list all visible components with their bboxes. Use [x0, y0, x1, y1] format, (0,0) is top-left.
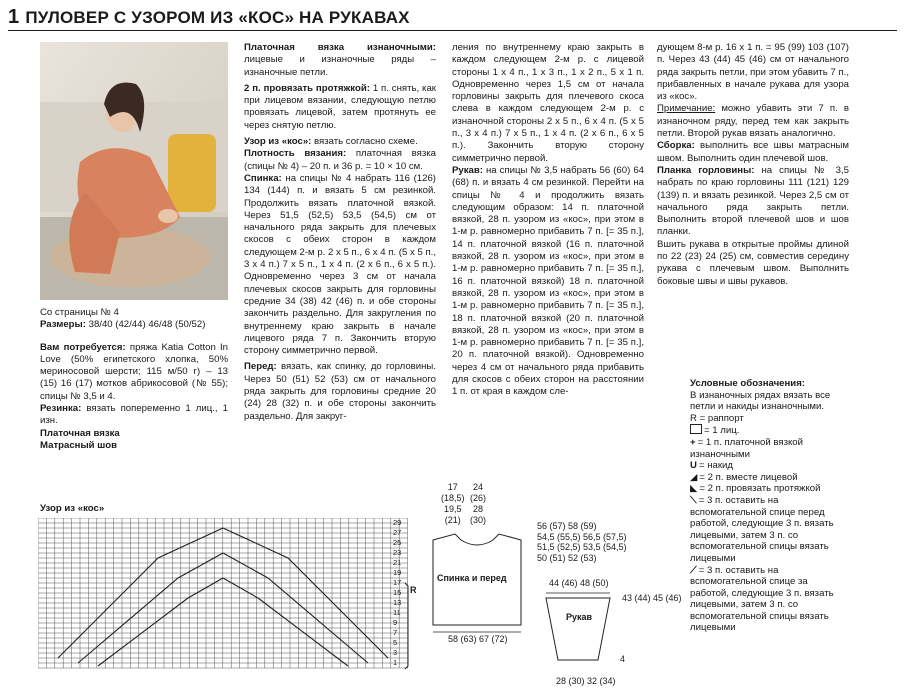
- cable-front-icon: ⟍: [690, 494, 697, 506]
- chart-row-number: 13: [393, 598, 402, 607]
- sleeve-dim-length: 43 (44) 45 (46): [622, 593, 682, 603]
- sizes-label: Размеры:: [40, 319, 86, 331]
- back-text: на спицы № 4 набрать 116 (126) 134 (144) п. и вязать 5 см резинкой. Продолжить вязать платочной вязкой. Через 51,5 (52,5) 53,5 (54,5) см от начального ряда закрыть для плечевых скосов с обеих сторон в каждом следующем 2-м р. 2 х 5 п., 6 х 4 п. (5 х 5 п., 3 х 4 п.) 7 х 5 п., 1 х 4 п. (2 х 6 п., 6 х 5 п.). Одновременно через 3 см от начала плечевых скосов закрыть для горловины средние 34 (38) 42 (46) п. и обе стороны закончить раздельно. Для закругления по внутреннему краю закрыть в начале лицевого ряда 7 п. Закончить вторую сторону симметрично первой.: [244, 172, 436, 357]
- intro-column: [40, 307, 228, 452]
- k2tog-icon: ◢: [690, 471, 698, 483]
- front-label: Перед:: [244, 361, 277, 373]
- sleeve-continued: дующем 8-м р. 16 х 1 п. = 95 (99) 103 (107) п. Через 43 (44) 45 (46) см от начального ряда закрыть петли, при этом убавить 7 п., прибавленных в начале рукава для узора из «кос».: [657, 42, 849, 103]
- gauge-text: платочная вязка (спицы № 4) – 20 п. и 36 р. = 10 × 10 см.: [244, 148, 436, 172]
- cable-text: вязать согласно схеме.: [311, 136, 418, 148]
- garter-text: лицевые и изнаночные ряды – изнаночные петли.: [244, 54, 436, 78]
- gauge-label: Плотность вязания:: [244, 148, 347, 160]
- article-title: [8, 6, 410, 29]
- legend-knit: = 1 лиц.: [704, 425, 740, 437]
- purl-symbol-icon: +: [690, 436, 696, 448]
- materials-label: Вам потребуется:: [40, 341, 126, 353]
- body-label: Спинка и перед: [437, 573, 507, 583]
- sizes-value: 38/40 (42/44) 46/48 (50/52): [85, 319, 206, 331]
- rib-value: вязать попеременно 1 лиц., 1 изн.: [40, 403, 228, 427]
- chart-row-number: 5: [393, 638, 398, 647]
- chart-repeat-label: R: [410, 585, 417, 595]
- chart-row-number: 3: [393, 648, 398, 657]
- ssk-icon: ◣: [690, 483, 698, 495]
- garter-label: Платочная вязка изнаночными:: [244, 42, 436, 53]
- neckband-text: на спицы № 3,5 набрать по краю горловины 111 (121) 129 (139) п. и вязать резинкой. Через 2,5 см от начального ряда закрыть петли. Выполнить второй плечевой шов и шов планки.: [657, 164, 849, 238]
- knit-symbol-icon: [690, 424, 702, 434]
- body-dim-right: 56 (57) 58 (59) 54,5 (55,5) 56,5 (57,5) 51,5 (52,5) 53,5 (54,5) 50 (51) 52 (53): [537, 521, 627, 563]
- sleeve-dim-bottom: 28 (30) 32 (34): [556, 676, 616, 686]
- twist-text: 1 п. снять, как при лицевом вязании, следующую петлю провязать лицевой, затем протянуть ее через снятую петлю.: [244, 82, 436, 131]
- finishing-text: Вшить рукава в открытые проймы длиной по 22 (23) 24 (25) см, совместив середину рукава с плечевым швом. Выполнить боковые швы и швы рукавов.: [657, 238, 849, 287]
- cable-label: Узор из «кос»:: [244, 136, 312, 148]
- materials-value: пряжа Katia Cotton In Love (50% египетского хлопка, 50% мериносовой шерсти; 115 м/50 г) – 13 (15) 16 (17) мотков абрикосовой (№ 55); спицы № 3,5 и 4.: [40, 341, 228, 402]
- legend-title: Условные обозначения:: [690, 378, 805, 389]
- front-continued: ления по внутреннему краю закрыть в каждом следующем 2-м р. с лицевой стороны 1 х 4 п., 1 х 3 п., 1 х 2 п., 5 х 1 п. Одновременно через 1,5 см от начала горловины закрыть для плечевого скоса слева в каждом следующем 2-м р. с изнаночной стороны 2 х 5 п., 6 х 4 п. (5 х 5 п., 3 х 4 п.) 7 х 5 п., 1 х 4 п. (2 х 6 п., 6 х 5 п.). Закончить вторую сторону симметрично первой.: [452, 42, 644, 164]
- note-label: Примечание:: [657, 103, 716, 115]
- article-number: 1: [8, 6, 20, 28]
- sleeve-label: Рукав: [566, 612, 593, 622]
- sleeve-schematic: [540, 590, 620, 672]
- front-text: вязать, как спинку, до горловины. Через 50 (51) 52 (53) см от начального ряда закрыть для горловины средние 20 (24) 28 (32) п. и обе стороны закончить раздельно. Для закруг-: [244, 361, 436, 422]
- legend-cable-front: = 3 п. оставить на вспомогательной спице перед работой, следующие 3 п. вязать лицевыми, затем 3 п. со вспомогательной спицы вязать лицевыми: [690, 494, 834, 564]
- cable-chart: [38, 518, 410, 670]
- legend-purl: = 1 п. платочной вязкой изнаночными: [690, 436, 803, 460]
- body-dim-top-left: 17 (18,5) 19,5 (21): [441, 482, 465, 525]
- article-heading: ПУЛОВЕР С УЗОРОМ ИЗ «КОС» НА РУКАВАХ: [25, 8, 410, 27]
- body-dim-bottom: 58 (63) 67 (72): [448, 634, 508, 644]
- back-label: Спинка:: [244, 172, 282, 184]
- sleeve-dim-top: 44 (46) 48 (50): [549, 578, 609, 588]
- instructions-column-2: [244, 42, 436, 423]
- neckband-label: Планка горловины:: [657, 164, 755, 176]
- sleeve-label: Рукав:: [452, 164, 483, 176]
- model-photo: [40, 42, 228, 300]
- chart-row-number: 27: [393, 528, 402, 537]
- note-text: можно убавить эти 7 п. в изнаночном ряду, перед тем как закрыть петли. Второй рукав вязать аналогично.: [657, 103, 849, 140]
- chart-row-number: 15: [393, 588, 402, 597]
- mattress-seam-label: Матрасный шов: [40, 439, 117, 451]
- chart-row-number: 21: [393, 558, 402, 567]
- chart-row-number: 29: [393, 518, 402, 527]
- instructions-column-3: [452, 42, 644, 399]
- yarn-over-icon: U: [690, 460, 697, 472]
- assembly-text: выполнить все швы матрасным швом. Выполнить один плечевой шов.: [657, 140, 849, 164]
- rib-label: Резинка:: [40, 403, 82, 415]
- legend-k2tog: = 2 п. вместе лицевой: [699, 471, 798, 483]
- chart-row-number: 9: [393, 618, 398, 627]
- assembly-label: Сборка:: [657, 140, 695, 152]
- title-divider: [8, 30, 897, 31]
- chart-title: Узор из «кос»: [40, 503, 105, 514]
- body-dim-top-right: 24 (26) 28 (30): [470, 482, 487, 525]
- legend-repeat: R = раппорт: [690, 412, 744, 424]
- sleeve-text: на спицы № 3,5 набрать 56 (60) 64 (68) п. и вязать 4 см резинкой. Перейти на спицы № 4 и продолжить вязать следующим образом: 14 п. платочной вязкой, 28 п. узором из «кос», при этом в 1-м р. равномерно прибавить 7 п. [= 35 п.], 14 п. платочной вязкой (16 п. платочной вязкой, 28 п. узором из «кос», при этом в 1-м р. равномерно прибавить 7 п. [= 35 п.], 16 п. платочной вязкой) 18 п. платочной вязкой, 28 п. узором из «кос», при этом в 1-м р. равномерно прибавить 7 п. [= 35 п.], 18 п. платочной вязкой (20 п. платочной вязкой, 28 п. узором из «кос», при этом в 1-м р. равномерно прибавить 7 п. [= 35 п.], 20 п. платочной вязкой). Одновременно через 4 см от начального ряда прибавить для скосов с обеих сторон на расстоянии 1 п. от края в каждом сле-: [452, 164, 644, 398]
- stockinette-label: Платочная вязка: [40, 427, 120, 439]
- legend-cable-back: = 3 п. оставить на вспомогательной спице за работой, следующие 3 п. вязать лицевыми, затем 3 п. со вспомогательной спицы вязать лицевыми: [690, 564, 834, 634]
- chart-row-number: 23: [393, 548, 402, 557]
- chart-row-number: 19: [393, 568, 402, 577]
- chart-row-number: 1: [393, 658, 398, 667]
- repeat-bracket: [404, 582, 412, 670]
- source-ref: Со страницы № 4: [40, 307, 119, 318]
- cable-back-icon: ⟋: [690, 564, 697, 576]
- instructions-column-4: [657, 42, 849, 288]
- legend-intro: В изнаночных рядах вязать все петли и накиды изнаночными.: [690, 389, 831, 413]
- legend: [690, 378, 848, 634]
- chart-row-number: 17: [393, 578, 402, 587]
- legend-yarn-over: = накид: [698, 460, 733, 472]
- legend-ssk: = 2 п. провязать протяжкой: [699, 483, 821, 495]
- sleeve-dim-rib: 4: [620, 654, 626, 664]
- chart-row-number: 7: [393, 628, 398, 637]
- chart-row-number: 11: [393, 608, 401, 617]
- chart-row-number: 25: [393, 538, 402, 547]
- twist-label: 2 п. провязать протяжкой:: [244, 82, 370, 94]
